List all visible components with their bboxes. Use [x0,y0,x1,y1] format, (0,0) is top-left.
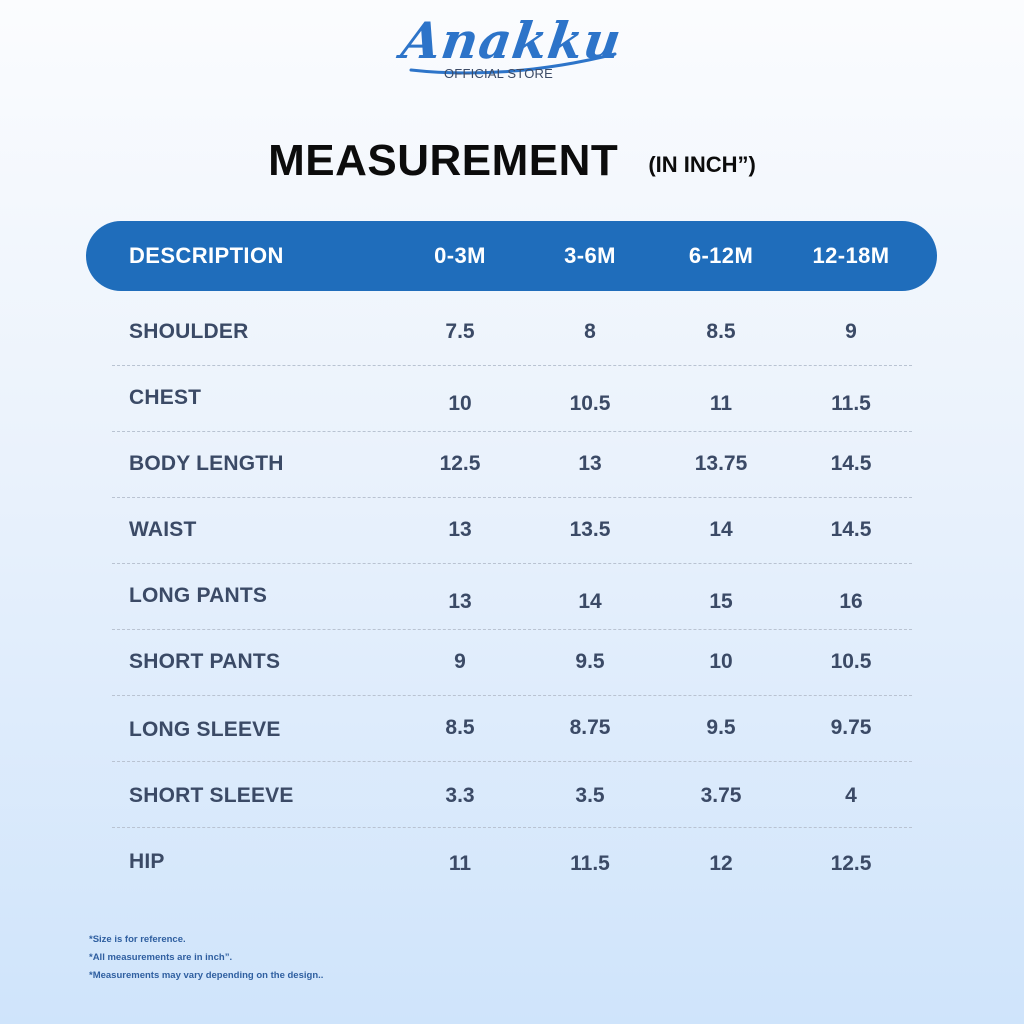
footnotes [89,931,323,985]
row-label: WAIST [129,518,197,541]
table-header [86,221,937,291]
row-value: 14 [578,590,602,613]
header-size-0-3m: 0-3M [434,243,486,268]
row-value: 9 [454,650,466,673]
row-value: 4 [845,784,857,807]
table-row [0,366,1024,432]
header-description: DESCRIPTION [129,243,284,268]
row-label: LONG SLEEVE [129,718,281,741]
table-row [0,498,1024,564]
row-value: 10 [448,392,472,415]
footnote: *Size is for reference. [89,934,186,945]
row-value: 3.75 [700,784,742,807]
row-value: 15 [709,590,733,613]
row-value: 13 [578,452,602,475]
row-value: 8.75 [569,716,611,739]
row-label: HIP [129,850,165,873]
row-label: CHEST [129,386,202,409]
row-value: 8.5 [706,320,736,343]
page-title [0,136,1024,186]
table-row [0,828,1024,894]
row-value: 9 [845,320,857,343]
title-main: MEASUREMENT [268,136,619,185]
brand-subtitle: OFFICIAL STORE [444,66,553,81]
row-value: 11.5 [570,852,610,875]
row-value: 14.5 [830,518,872,541]
row-label: SHORT PANTS [129,650,281,673]
table-row [0,630,1024,696]
table-row [0,696,1024,762]
row-value: 12.5 [830,852,872,875]
row-value: 16 [839,590,863,613]
row-value: 3.5 [575,784,605,807]
row-value: 12 [709,852,733,875]
table-row [0,564,1024,630]
row-value: 10.5 [830,650,872,673]
row-value: 14.5 [830,452,872,475]
row-value: 10 [709,650,733,673]
row-value: 13.5 [569,518,611,541]
row-value: 9.5 [706,716,736,739]
table-row [0,432,1024,498]
row-value: 7.5 [445,320,475,343]
row-value: 10.5 [569,392,611,415]
header-size-3-6m: 3-6M [564,243,616,268]
footnote: *Measurements may vary depending on the design.. [89,970,324,981]
table-row [0,300,1024,366]
row-value: 14 [709,518,733,541]
row-label: LONG PANTS [129,584,268,607]
row-value: 13 [448,590,472,613]
row-value: 11 [709,392,733,415]
row-value: 13 [448,518,472,541]
table-row [0,762,1024,828]
row-value: 12.5 [439,452,481,475]
row-value: 8.5 [445,716,475,739]
row-value: 9.75 [830,716,872,739]
row-label: SHOULDER [129,320,249,343]
row-label: BODY LENGTH [129,452,284,475]
footnote: *All measurements are in inch”. [89,952,233,963]
title-unit: (IN INCH”) [648,152,756,177]
brand-name: Anakku [398,11,626,70]
row-value: 13.75 [694,452,748,475]
row-value: 11 [448,852,472,875]
row-value: 11.5 [831,392,871,415]
row-value: 8 [584,320,596,343]
header-size-6-12m: 6-12M [688,243,754,268]
row-value: 3.3 [445,784,475,807]
row-label: SHORT SLEEVE [129,784,294,807]
row-value: 9.5 [575,650,605,673]
header-size-12-18m: 12-18M [812,243,890,268]
